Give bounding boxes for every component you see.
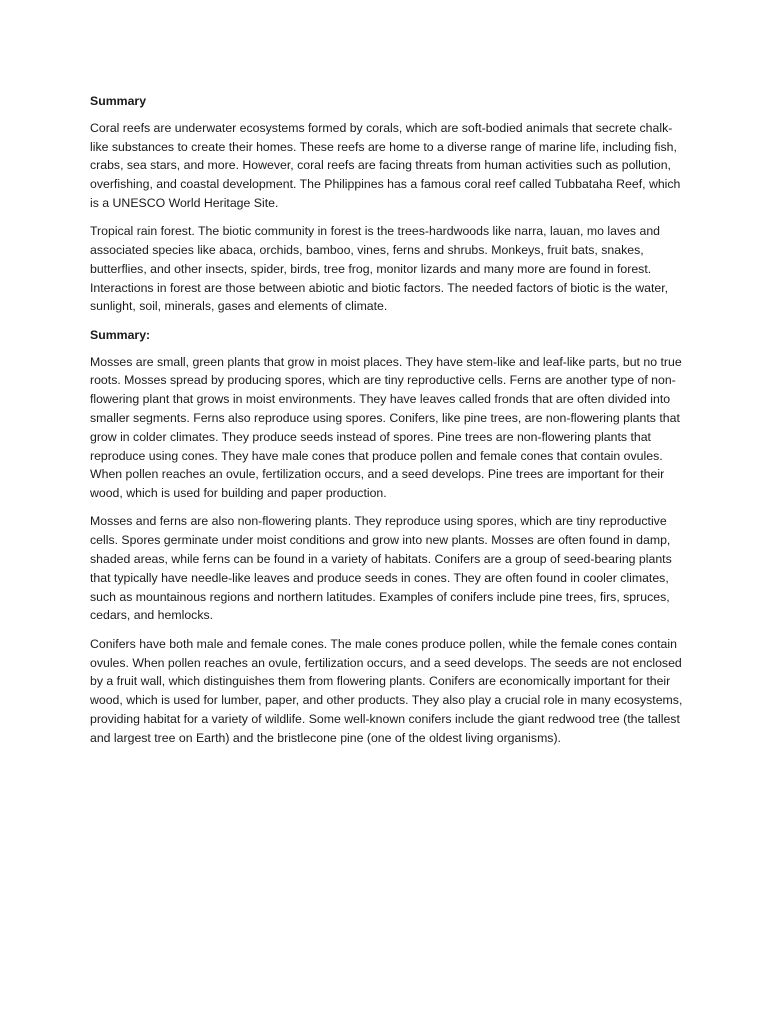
paragraph-coral-reefs: Coral reefs are underwater ecosystems formed by corals, which are soft-bodied animals that secrete chalk-like substances to create their homes. These reefs are home to a diverse range of marine life, including fish, crabs, sea stars, and more. However, coral reefs are facing threats from human activities such as pollution, overfishing, and coastal development. The Philippines has a famous coral reef called Tubbataha Reef, which is a UNESCO World Heritage Site.	[90, 120, 681, 210]
section-heading-summary-2: Summary:	[90, 327, 151, 342]
paragraph-conifer-cones: Conifers have both male and female cones. The male cones produce pollen, while the female cones contain ovules. When pollen reaches an ovule, fertilization occurs, and a seed develops. The seeds are not enclosed by a fruit wall, which distinguishes them from flowering plants. Conifers are economically important for their wood, which is used for lumber, paper, and other products. They also play a crucial role in many ecosystems, providing habitat for a variety of wildlife. Some well-known conifers include the giant redwood tree (the tallest and largest tree on Earth) and the bristlecone pine (one of the oldest living organisms).	[90, 636, 683, 745]
paragraph-tropical-rain-forest: Tropical rain forest. The biotic community in forest is the trees-hardwoods like narra, lauan, mo laves and associated species like abaca, orchids, bamboo, vines, ferns and shrubs. Monkeys, fruit bats, snakes, butterflies, and other insects, spider, birds, tree frog, monitor lizards and many more are found in forest. Interactions in forest are those between abiotic and biotic factors. The needed factors of biotic is the water, sunlight, soil, minerals, gases and elements of climate.	[90, 224, 669, 314]
paragraph-non-flowering-plants: Mosses and ferns are also non-flowering plants. They reproduce using spores, which are tiny reproductive cells. Spores germinate under moist conditions and grow into new plants. Mosses are often found in damp, shaded areas, while ferns can be found in a variety of habitats. Conifers are a group of seed-bearing plants that typically have needle-like leaves and produce seeds in cones. They are often found in cooler climates, such as mountainous regions and northern latitudes. Examples of conifers include pine trees, firs, spruces, cedars, and hemlocks.	[90, 514, 672, 623]
section-heading-summary: Summary	[90, 94, 147, 108]
paragraph-mosses-ferns-conifers: Mosses are small, green plants that grow in moist places. They have stem-like and leaf-like parts, but no true roots. Mosses spread by producing spores, which are tiny reproductive cells. Ferns are another type of non-flowering plant that grows in moist environments. They have leaves called fronds that are often divided into smaller segments. Ferns also reproduce using spores. Conifers, like pine trees, are non-flowering plants that grow in colder climates. They produce seeds instead of spores. Pine trees are non-flowering plants that reproduce using cones. They have male cones that produce pollen and female cones that contain ovules. When pollen reaches an ovule, fertilization occurs, and a seed develops. Pine trees are important for their wood, which is used for building and paper production.	[90, 354, 682, 501]
document-body	[90, 92, 684, 757]
